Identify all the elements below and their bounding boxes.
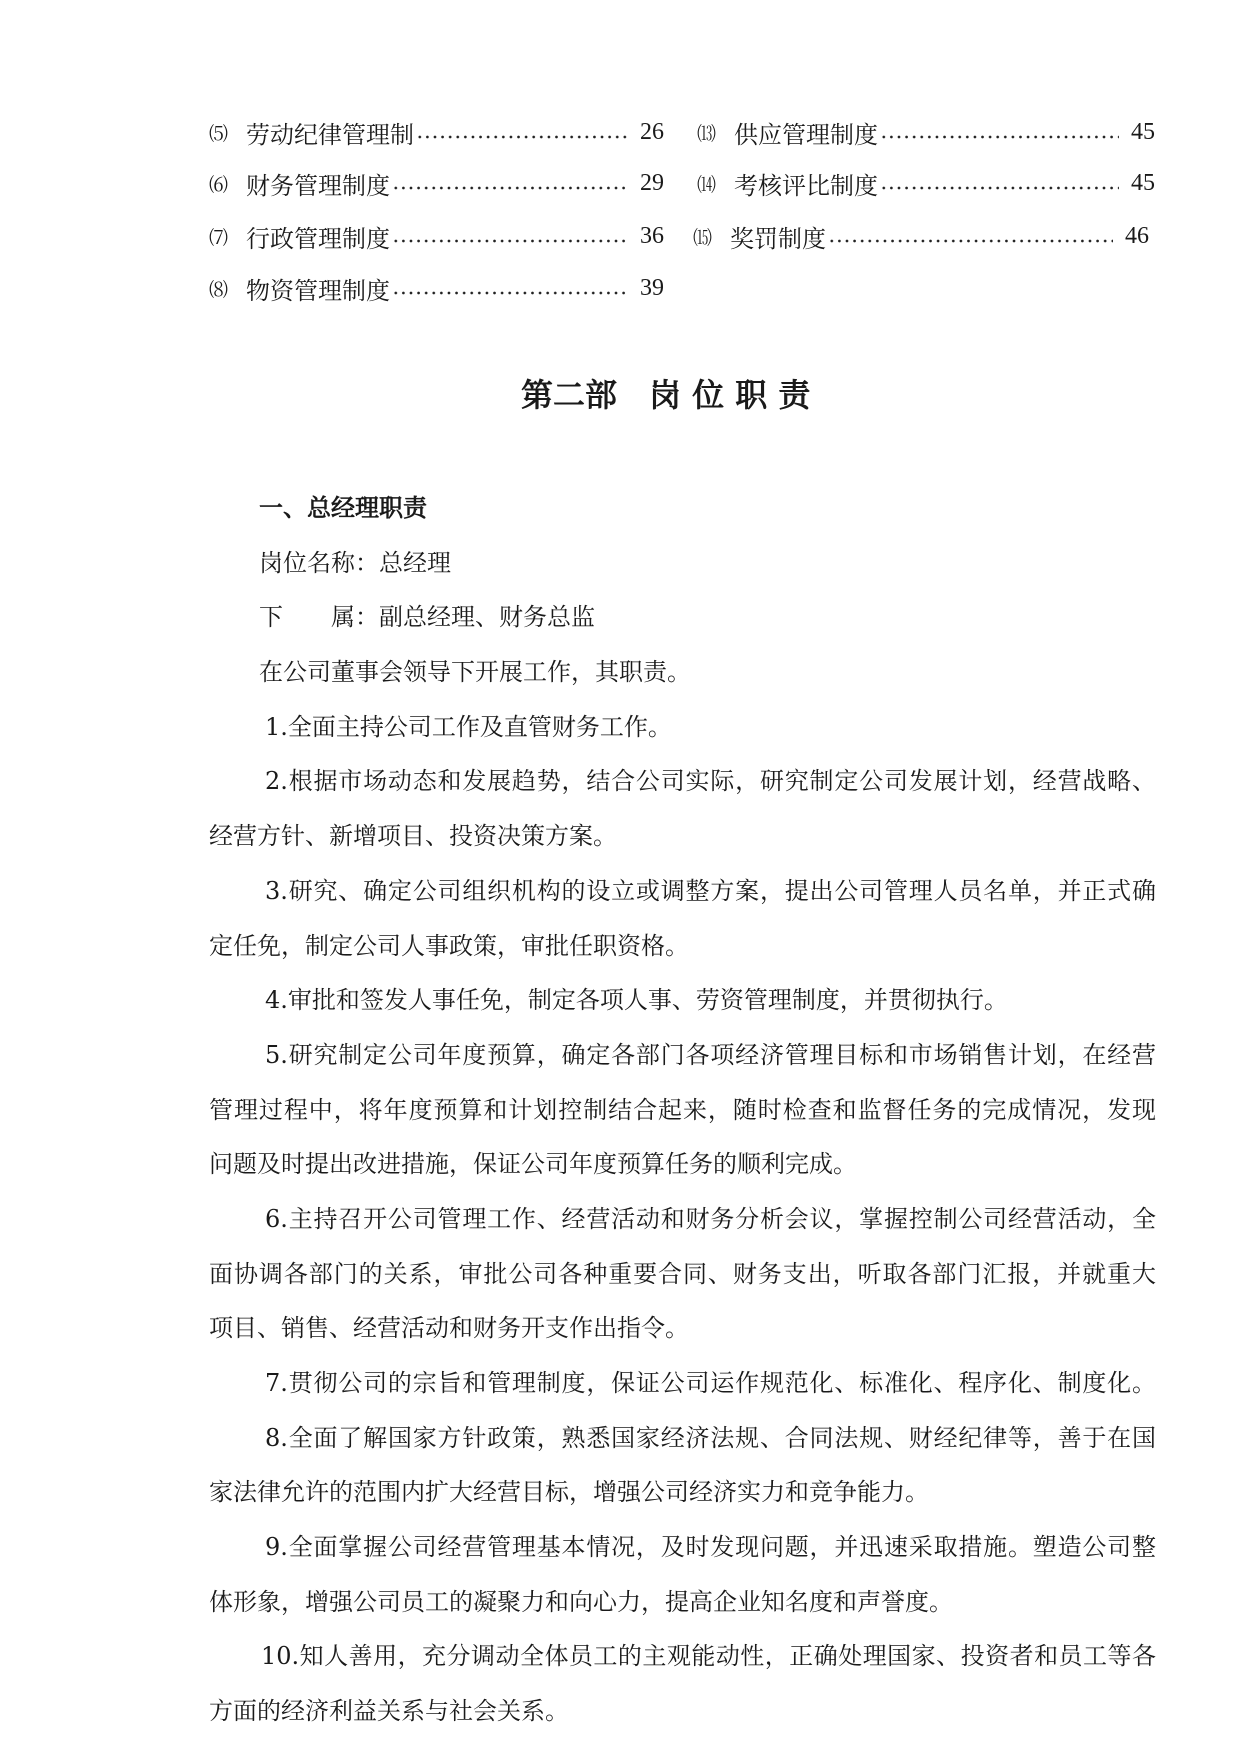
duty-line: 5.研究制定公司年度预算，确定各部门各项经济管理目标和市场销售计划，在经营 (265, 1040, 1156, 1069)
toc-entry (209, 157, 664, 209)
duty-item (209, 864, 1156, 973)
toc-label: 财务管理制度 (246, 171, 390, 200)
toc-number: ⒁ (697, 173, 717, 196)
subordinates: 下 属：副总经理、财务总监 (259, 603, 595, 632)
duty-line: 经营方针、新增项目、投资决策方案。 (209, 822, 617, 851)
duty-line: 项目、销售、经营活动和财务开支作出指令。 (209, 1314, 689, 1343)
duty-item (209, 1192, 1156, 1356)
toc-page-number: 36 (640, 222, 664, 249)
duty-line: 定任免，制定公司人事政策，审批任职资格。 (209, 931, 689, 960)
toc-label: 供应管理制度 (734, 120, 878, 149)
duty-item (209, 1356, 1156, 1411)
duty-line: 8.全面了解国家方针政策，熟悉国家经济法规、合同法规、财经纪律等，善于在国 (265, 1423, 1156, 1452)
toc-entry (697, 157, 1155, 209)
duty-line: 9.全面掌握公司经营管理基本情况，及时发现问题，并迅速采取措施。塑造公司整 (265, 1533, 1156, 1562)
toc-page-number: 46 (1125, 222, 1149, 249)
toc-leader-dots (392, 210, 628, 262)
toc-page-number: 45 (1131, 169, 1155, 196)
toc-leader-dots (392, 262, 628, 314)
toc-leader-dots (880, 157, 1119, 209)
duty-item (209, 1629, 1156, 1738)
intro-text: 在公司董事会领导下开展工作，其职责。 (259, 658, 691, 687)
toc-number: ⑹ (209, 173, 229, 196)
duty-line: 方面的经济利益关系与社会关系。 (209, 1697, 569, 1726)
toc-entry (693, 210, 1149, 262)
toc-label: 行政管理制度 (246, 224, 390, 253)
toc-number: ⑻ (209, 278, 229, 301)
toc-entry (209, 262, 664, 314)
toc-entry (209, 106, 664, 158)
toc-page-number: 26 (640, 118, 664, 145)
toc-label: 劳动纪律管理制 (246, 120, 414, 149)
toc-label: 物资管理制度 (246, 276, 390, 305)
toc-number: ⒀ (697, 122, 717, 145)
duty-item (209, 1028, 1156, 1192)
duty-item (209, 973, 1156, 1028)
duty-item (209, 1520, 1156, 1629)
part-title: 第二部 岗 位 职 责 (521, 376, 811, 414)
toc-leader-dots (828, 210, 1113, 262)
duty-line: 7.贯彻公司的宗旨和管理制度，保证公司运作规范化、标准化、程序化、制度化。 (265, 1369, 1156, 1397)
duty-line: 4.审批和签发人事任免，制定各项人事、劳资管理制度，并贯彻执行。 (265, 986, 1008, 1015)
duty-line: 10.知人善用，充分调动全体员工的主观能动性，正确处理国家、投资者和员工等各 (261, 1642, 1156, 1671)
toc-page-number: 45 (1131, 118, 1155, 145)
toc-entry (697, 106, 1155, 158)
duty-item (209, 754, 1156, 863)
toc-number: ⑺ (209, 226, 229, 249)
toc-label: 考核评比制度 (734, 171, 878, 200)
toc-page-number: 29 (640, 169, 664, 196)
toc-leader-dots (416, 106, 628, 158)
toc-number: ⑸ (209, 122, 229, 145)
duty-line: 6.主持召开公司管理工作、经营活动和财务分析会议，掌握控制公司经营活动，全 (265, 1204, 1156, 1233)
duty-line: 家法律允许的范围内扩大经营目标，增强公司经济实力和竞争能力。 (209, 1478, 929, 1507)
duty-line: 问题及时提出改进措施，保证公司年度预算任务的顺利完成。 (209, 1150, 857, 1179)
duty-line: 2.根据市场动态和发展趋势，结合公司实际，研究制定公司发展计划，经营战略、 (265, 767, 1156, 796)
toc-leader-dots (880, 106, 1119, 158)
section-heading: 一、总经理职责 (259, 493, 427, 522)
section-body (209, 481, 1156, 1739)
toc-number: ⒂ (693, 226, 713, 249)
toc-page-number: 39 (640, 274, 664, 301)
duty-item (209, 1411, 1156, 1520)
duty-item (209, 700, 1156, 755)
duty-line: 体形象，增强公司员工的凝聚力和向心力，提高企业知名度和声誉度。 (209, 1587, 953, 1616)
position-name: 岗位名称：总经理 (259, 548, 451, 577)
duty-line: 管理过程中，将年度预算和计划控制结合起来，随时检查和监督任务的完成情况，发现 (209, 1095, 1156, 1124)
duty-line: 3.研究、确定公司组织机构的设立或调整方案，提出公司管理人员名单，并正式确 (265, 876, 1156, 905)
duty-line: 面协调各部门的关系，审批公司各种重要合同、财务支出，听取各部门汇报，并就重大 (209, 1259, 1156, 1288)
toc-entry (209, 210, 664, 262)
toc-label: 奖罚制度 (730, 224, 826, 253)
toc-leader-dots (392, 157, 628, 209)
duty-line: 1.全面主持公司工作及直管财务工作。 (265, 712, 672, 741)
